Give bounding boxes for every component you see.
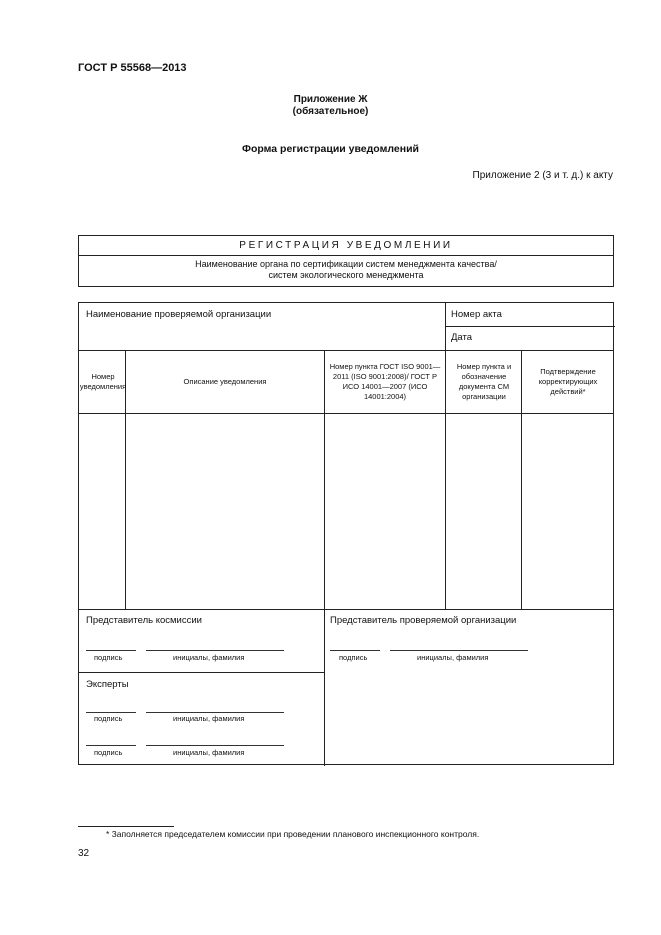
org-rep-signature-caption: подпись	[339, 653, 368, 662]
experts-divider	[79, 672, 325, 673]
act-number-field[interactable]	[451, 309, 502, 320]
registration-box	[78, 235, 614, 287]
footnote-rule	[78, 826, 174, 827]
attachment-note: Приложение 2 (3 и т. д.) к акту	[472, 170, 613, 181]
commission-representative-label: Представитель космиссии	[86, 615, 202, 626]
registration-heading: РЕГИСТРАЦИЯ УВЕДОМЛЕНИИ	[79, 236, 613, 256]
expert-1-signature-caption: подпись	[94, 714, 123, 723]
organization-representative-label: Представитель проверяемой организации	[330, 615, 517, 626]
column-header-corrective-action: Подтверждение корректирующих действий*	[538, 367, 598, 396]
column-header-qms-document-clause: Номер пункта и обозначение документа СМ организации	[456, 362, 512, 401]
column-header-standard-clause: Номер пункта ГОСТ ISO 9001—2011 (ISO 9001:2008)/ ГОСТ Р ИСО 14001—2007 (ИСО 14001:2004)	[329, 362, 441, 401]
date-field[interactable]	[451, 332, 472, 343]
commission-name-line[interactable]	[146, 650, 284, 651]
standard-number: ГОСТ Р 55568—2013	[78, 62, 187, 74]
org-rep-name-caption: инициалы, фамилия	[417, 653, 489, 662]
act-date-divider	[445, 326, 615, 327]
expert-2-signature-caption: подпись	[94, 748, 123, 757]
notification-form-table	[78, 302, 614, 765]
certification-body-line-2: систем экологического менеджмента	[268, 270, 424, 280]
expert-2-signature-line[interactable]	[86, 745, 136, 746]
expert-2-name-line[interactable]	[146, 745, 284, 746]
org-rep-signature-line[interactable]	[330, 650, 380, 651]
notification-number-cell[interactable]	[79, 414, 125, 609]
organization-name-field[interactable]	[86, 309, 271, 320]
body-bottom-divider	[79, 609, 613, 610]
annex-heading	[0, 94, 661, 118]
organization-name-label: Наименование проверяемой организации	[86, 309, 272, 320]
expert-2-name-caption: инициалы, фамилия	[173, 748, 245, 757]
page-number: 32	[78, 848, 90, 859]
corrective-action-cell[interactable]	[522, 414, 615, 609]
footnote: * Заполняется председателем комиссии при проведении планового инспекционного контроля.	[106, 829, 480, 839]
org-rep-name-line[interactable]	[390, 650, 528, 651]
standard-clause-cell[interactable]	[325, 414, 445, 609]
annex-title: Приложение Ж	[293, 94, 368, 105]
certification-body-name[interactable]	[79, 257, 613, 281]
commission-signature-line[interactable]	[86, 650, 136, 651]
certification-body-line-1: Наименование органа по сертификации систем менеджмента качества/	[195, 259, 497, 269]
experts-label: Эксперты	[86, 679, 129, 690]
column-header-notification-description: Описание уведомления	[183, 377, 267, 386]
commission-signature-caption: подпись	[94, 653, 123, 662]
annex-status: (обязательное)	[292, 106, 369, 117]
expert-1-name-line[interactable]	[146, 712, 284, 713]
notification-description-cell[interactable]	[126, 414, 324, 609]
org-act-separator	[445, 303, 446, 350]
expert-1-signature-line[interactable]	[86, 712, 136, 713]
form-title: Форма регистрации уведомлений	[242, 143, 419, 155]
qms-document-clause-cell[interactable]	[446, 414, 521, 609]
expert-1-name-caption: инициалы, фамилия	[173, 714, 245, 723]
column-header-notification-number: Номер уведомления	[79, 372, 127, 391]
act-number-label: Номер акта	[451, 309, 502, 320]
commission-name-caption: инициалы, фамилия	[173, 653, 245, 662]
date-label: Дата	[451, 332, 473, 343]
